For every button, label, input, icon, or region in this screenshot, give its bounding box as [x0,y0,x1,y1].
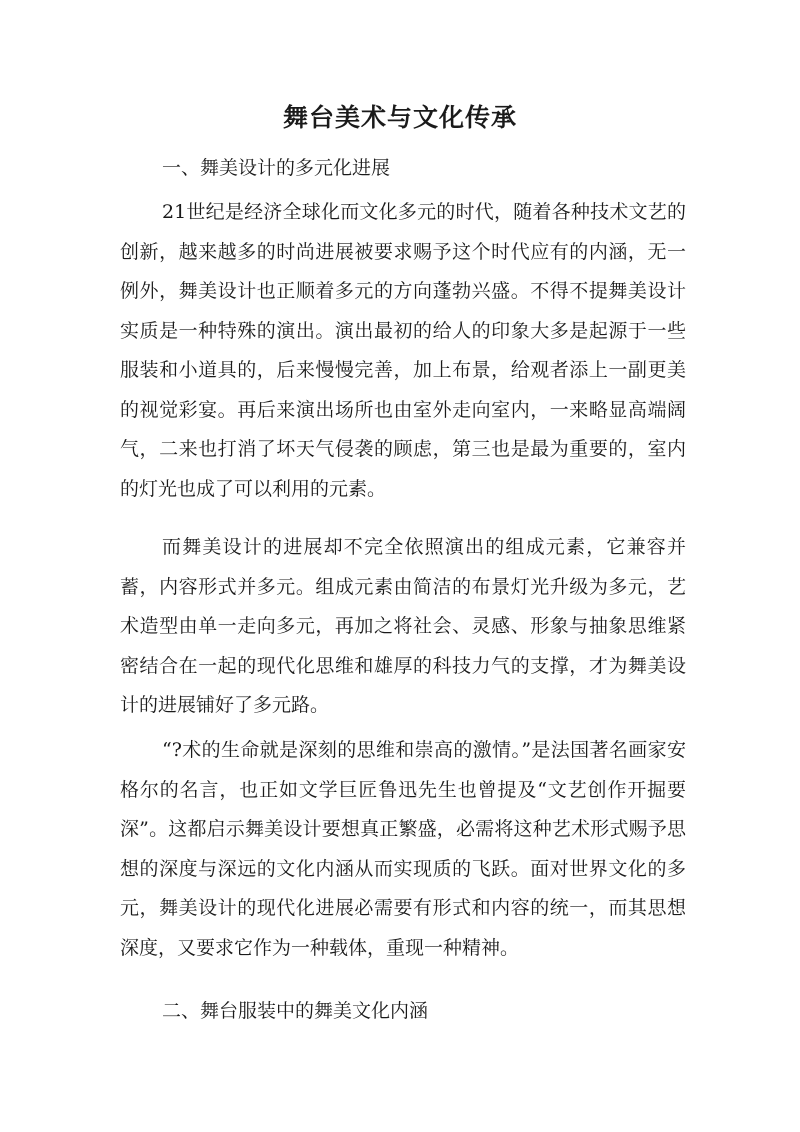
document-title: 舞台美术与文化传承 [282,103,517,132]
paragraph-1: 21世纪是经济全球化而文化多元的时代，随着各种技术文艺的创新，越来越多的时尚进展被要求赐予这个时代应有的内涵，无一例外，舞美设计也正顺着多元的方向蓬勃兴盛。不得不提舞美设计实质是一种特殊的演出。演出最初的给人的印象大多是起源于一些服装和小道具的，后来慢慢完善，加上布景，给观者添上一副更美的视觉彩宴。再后来演出场所也由室外走向室内，一来略显高端阔气，二来也打消了坏天气侵袭的顾虑，第三也是最为重要的，室内的灯光也成了可以利用的元素。 [120,201,686,500]
section-heading-1: 一、舞美设计的多元化进展 [162,157,391,179]
paragraph-2: 而舞美设计的进展却不完全依照演出的组成元素，它兼容并蓄，内容形式并多元。组成元素由简洁的布景灯光升级为多元，艺术造型由单一走向多元，再加之将社会、灵感、形象与抽象思维紧密结合在一起的现代化思维和雄厚的科技力气的支撑，才为舞美设计的进展铺好了多元路。 [120,536,686,716]
section-heading-2: 二、舞台服装中的舞美文化内涵 [162,1000,429,1022]
paragraph-3: “?术的生命就是深刻的思维和崇高的激情。”是法国著名画家安格尔的名言，也正如文学巨匠鲁迅先生也曾提及“文艺创作开掘要深”。这都启示舞美设计要想真正繁盛，必需将这种艺术形式赐予思想的深度与深远的文化内涵从而实现质的飞跃。面对世界文化的多元，舞美设计的现代化进展必需要有形式和内容的统一，而其思想深度，又要求它作为一种载体，重现一种精神。 [120,739,686,959]
